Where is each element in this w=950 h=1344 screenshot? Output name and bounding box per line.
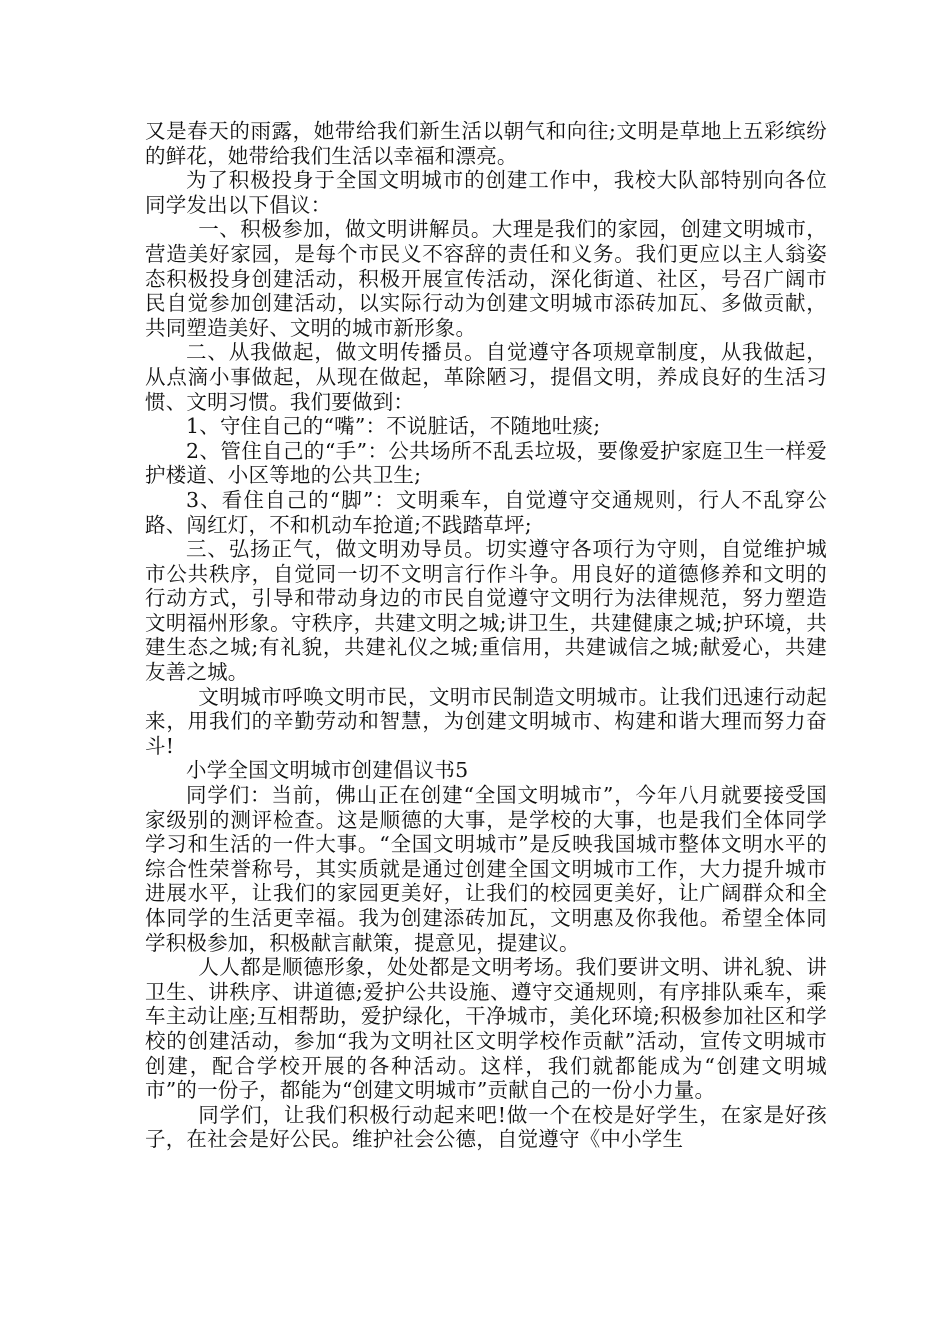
paragraph-4: 1、守住自己的“嘴”：不说脏话，不随地吐痰;	[186, 414, 601, 439]
paragraph-1: 为了积极投身于全国文明城市的创建工作中，我校大队部特别向各位同学发出以下倡议：	[145, 168, 827, 217]
paragraph-7: 三、弘扬正气，做文明劝导员。切实遵守各项行为守则，自觉维护城市公共秩序，自觉同一切不文明言行作斗争。用良好的道德修养和文明的行动方式，引导和带动身边的市民自觉遵守文明行为法律规范，努力塑造文明福州形象。守秩序，共建文明之城;讲卫生，共建健康之城;护环境，共建生态之城;有礼貌，共建礼仪之城;重信用，共建诚信之城;献爱心，共建友善之城。	[145, 537, 827, 685]
paragraph-8: 文明城市呼唤文明市民，文明市民制造文明城市。让我们迅速行动起来，用我们的辛勤劳动和智慧，为创建文明城市、构建和谐大理而努力奋斗!	[145, 684, 827, 758]
paragraph-2: 一、积极参加，做文明讲解员。大理是我们的家园，创建文明城市，营造美好家园，是每个市民义不容辞的责任和义务。我们更应以主人翁姿态积极投身创建活动，积极开展宣传活动，深化街道、社区，号召广阔市民自觉参加创建活动，以实际行动为创建文明城市添砖加瓦、多做贡献，共同塑造美好、文明的城市新形象。	[145, 217, 827, 340]
section-title: 小学全国文明城市创建倡议书5	[186, 758, 469, 783]
paragraph-10: 同学们：当前，佛山正在创建“全国文明城市”，今年八月就要接受国家级别的测评检查。这是顺德的大事，是学校的大事，也是我们全体同学学习和生活的一件大事。“全国文明城市”是反映我国城市整体文明水平的综合性荣誉称号，其实质就是通过创建全国文明城市工作，大力提升城市进展水平，让我们的家园更美好，让我们的校园更美好，让广阔群众和全体同学的生活更幸福。我为创建添砖加瓦，文明惠及你我他。希望全体同学积极参加，积极献言献策，提意见，提建议。	[145, 783, 827, 955]
paragraph-3: 二、从我做起，做文明传播员。自觉遵守各项规章制度，从我做起，从点滴小事做起，从现在做起，革除陋习，提倡文明，养成良好的生活习惯、文明习惯。我们要做到：	[145, 340, 827, 414]
paragraph-12: 同学们，让我们积极行动起来吧!做一个在校是好学生，在家是好孩子，在社会是好公民。维护社会公德，自觉遵守《中小学生	[145, 1102, 827, 1152]
paragraph-0: 又是春天的雨露，她带给我们新生活以朝气和向往;文明是草地上五彩缤纷的鲜花，她带给我们生活以幸福和漂亮。	[145, 119, 827, 168]
paragraph-5: 2、管住自己的“手”：公共场所不乱丢垃圾，要像爱护家庭卫生一样爱护楼道、小区等地的公共卫生;	[145, 438, 827, 488]
paragraph-6: 3、看住自己的“脚”：文明乘车，自觉遵守交通规则，行人不乱穿公路、闯红灯，不和机动车抢道;不践踏草坪;	[145, 487, 827, 537]
document-page	[145, 119, 827, 1152]
paragraph-11: 人人都是顺德形象，处处都是文明考场。我们要讲文明、讲礼貌、讲卫生、讲秩序、讲道德;爱护公共设施、遵守交通规则，有序排队乘车，乘车主动让座;互相帮助，爱护绿化，干净城市，美化环境;积极参加社区和学校的创建活动，参加“我为文明社区文明学校作贡献”活动，宣传文明城市创建，配合学校开展的各种活动。这样，我们就都能成为“创建文明城市”的一份子，都能为“创建文明城市”贡献自己的一份小力量。	[145, 955, 827, 1103]
